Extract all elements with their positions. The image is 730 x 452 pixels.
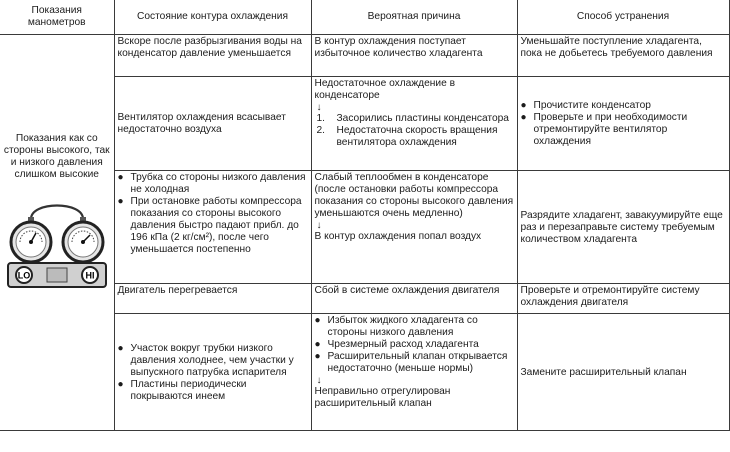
remedy-cell: Замените расширительный клапан xyxy=(517,314,729,431)
list-item: ● Чрезмерный расход хладагента xyxy=(315,339,514,351)
remedy-cell: Проверьте и отремонтируйте систему охлаждения двигателя xyxy=(517,284,729,314)
list-item: ● Участок вокруг трубки низкого давления холоднее, чем участки у выпускного патрубка испарителя xyxy=(118,343,308,379)
header-state: Состояние контура охлаждения xyxy=(114,0,311,35)
list-item: 1. Засорились пластины конденсатора xyxy=(316,113,509,124)
gauge-cell xyxy=(0,35,114,431)
list-item: ● Пластины периодически покрываются инеем xyxy=(118,379,308,403)
gauge-reading: Показания как со стороны высокого, так и низкого давления слишком высокие xyxy=(3,133,110,180)
remedy-cell xyxy=(517,77,729,171)
list-item: ● Трубка со стороны низкого давления не холодная xyxy=(118,172,308,196)
arrow-down-icon: ↓ xyxy=(316,102,322,113)
header-cause: Вероятная причина xyxy=(311,0,517,35)
remedy-cell: Уменьшайте поступление хладагента, пока не добьетесь требуемого давления xyxy=(517,35,729,77)
state-cell xyxy=(114,171,311,284)
cause-cell: В контур охлаждения поступает избыточное количество хладагента xyxy=(311,35,517,77)
list-item: 2. Недостаточна скорость вращения вентилятора охлаждения xyxy=(316,125,498,148)
arrow-down-icon: ↓ xyxy=(316,375,322,386)
table-row xyxy=(0,35,729,77)
state-cell: Вскоре после разбрызгивания воды на конденсатор давление уменьшается xyxy=(114,35,311,77)
cause-intro: Недостаточное охлаждение в конденсаторе xyxy=(314,78,455,101)
list-item: ● Проверьте и при необходимости отремонтируйте вентилятор охлаждения xyxy=(521,112,726,148)
header-remedy: Способ устранения xyxy=(517,0,729,35)
remedy-cell: Разрядите хладагент, завакуумируйте еще раз и перезаправьте систему требуемым количеством хладагента xyxy=(517,171,729,284)
list-item: ● Расширительный клапан открывается недостаточно (меньше нормы) xyxy=(315,351,514,375)
state-cell: Вентилятор охлаждения всасывает недостаточно воздуха xyxy=(114,77,311,171)
state-cell: Двигатель перегревается xyxy=(114,284,311,314)
gauge-high-label: HI xyxy=(85,270,95,281)
cause-conclusion: Неправильно отрегулирован расширительный клапан xyxy=(314,386,451,409)
header-gauge: Показания манометров xyxy=(0,0,114,35)
gauge-low-label: LO xyxy=(17,270,30,281)
cause-cell xyxy=(311,77,517,171)
list-item: ● При остановке работы компрессора показания со стороны высокого давления быстро падают прибл. до 196 кПа (2 кг/см²), после чего уменьшается постепенно xyxy=(118,196,308,256)
cause-cell xyxy=(311,314,517,431)
list-item: ● Избыток жидкого хладагента со стороны низкого давления xyxy=(315,315,514,339)
cause-text: Слабый теплообмен в конденсаторе (после остановки работы компрессора показания со стороны высокого давления уменьшаются очень медленно) xyxy=(314,172,514,219)
state-cell xyxy=(114,314,311,431)
list-item: ● Прочистите конденсатор xyxy=(521,100,726,112)
header-row xyxy=(0,0,729,35)
arrow-down-icon: ↓ xyxy=(316,220,322,231)
manifold-gauge-icon xyxy=(5,195,109,295)
cause-conclusion: В контур охлаждения попал воздух xyxy=(314,231,482,242)
cause-cell xyxy=(311,171,517,284)
cause-cell: Сбой в системе охлаждения двигателя xyxy=(311,284,517,314)
